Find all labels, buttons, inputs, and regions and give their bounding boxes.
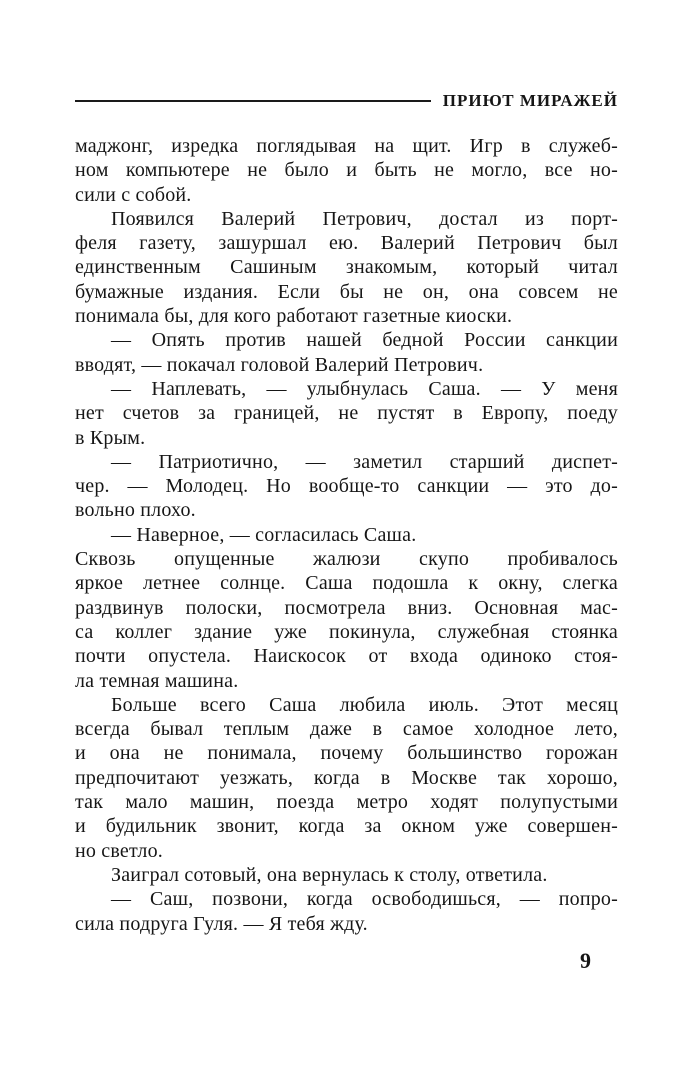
text-line: — Опять против нашей бедной России санкции bbox=[111, 329, 618, 352]
text-line: са коллег здание уже покинула, служебная стоянка bbox=[75, 620, 618, 643]
text-line: понимала бы, для кого работают газетные киоски. bbox=[75, 305, 513, 328]
text-line: единственным Сашиным знакомым, который читал bbox=[75, 256, 618, 279]
text-line: яркое летнее солнце. Саша подошла к окну, слегка bbox=[75, 572, 618, 595]
text-line: и она не понимала, почему большинство горожан bbox=[75, 742, 618, 765]
text-line: Больше всего Саша любила июль. Этот месяц bbox=[111, 693, 618, 716]
text-line: — Наплевать, — улыбнулась Саша. — У меня bbox=[111, 377, 618, 400]
header-rule bbox=[75, 100, 431, 102]
running-head-title: ПРИЮТ МИРАЖЕЙ bbox=[442, 91, 618, 110]
text-line: всегда бывал теплым даже в самое холодное лето, bbox=[75, 718, 618, 741]
text-line: в Крым. bbox=[75, 426, 146, 449]
page-number: 9 bbox=[580, 948, 591, 973]
text-line: ла темная машина. bbox=[75, 669, 239, 692]
text-line: предпочитают уезжать, когда в Москве так хорошо, bbox=[75, 766, 618, 789]
text-line: маджонг, изредка поглядывая на щит. Игр в служеб- bbox=[75, 135, 618, 157]
text-line: и будильник звонит, когда за окном уже совершен- bbox=[75, 815, 618, 838]
text-line: вводят, — покачал головой Валерий Петрович. bbox=[75, 353, 484, 376]
text-block bbox=[75, 134, 618, 936]
text-line: нет счетов за границей, не пустят в Европу, поеду bbox=[75, 402, 618, 425]
text-line: феля газету, зашуршал ею. Валерий Петрович был bbox=[75, 232, 618, 255]
text-line: раздвинув полоски, посмотрела вниз. Основная мас- bbox=[75, 596, 618, 619]
text-line: Сквозь опущенные жалюзи скупо пробивалось bbox=[75, 548, 618, 571]
text-line: почти опустела. Наискосок от входа одиноко стоя- bbox=[75, 645, 618, 668]
text-line: так мало машин, поезда метро ходят полупустыми bbox=[75, 791, 618, 814]
text-line: — Наверное, — согласилась Саша. bbox=[111, 523, 417, 546]
text-line: чер. — Молодец. Но вообще-то санкции — это до- bbox=[75, 475, 618, 498]
text-line: бумажные издания. Если бы не он, она совсем не bbox=[75, 280, 618, 303]
text-line: Появился Валерий Петрович, достал из порт- bbox=[111, 207, 618, 230]
text-line: — Саш, позвони, когда освободишься, — попро- bbox=[111, 888, 618, 911]
text-line: — Патриотично, — заметил старший диспет- bbox=[111, 450, 618, 473]
text-line: сила подруга Гуля. — Я тебя жду. bbox=[75, 912, 368, 935]
page-header bbox=[75, 90, 618, 112]
text-line: вольно плохо. bbox=[75, 499, 196, 522]
text-line: ном компьютере не было и быть не могло, все но- bbox=[75, 159, 618, 182]
text-line: Заиграл сотовый, она вернулась к столу, ответила. bbox=[111, 863, 548, 886]
text-line: но светло. bbox=[75, 839, 164, 862]
text-line: сили с собой. bbox=[75, 183, 192, 206]
